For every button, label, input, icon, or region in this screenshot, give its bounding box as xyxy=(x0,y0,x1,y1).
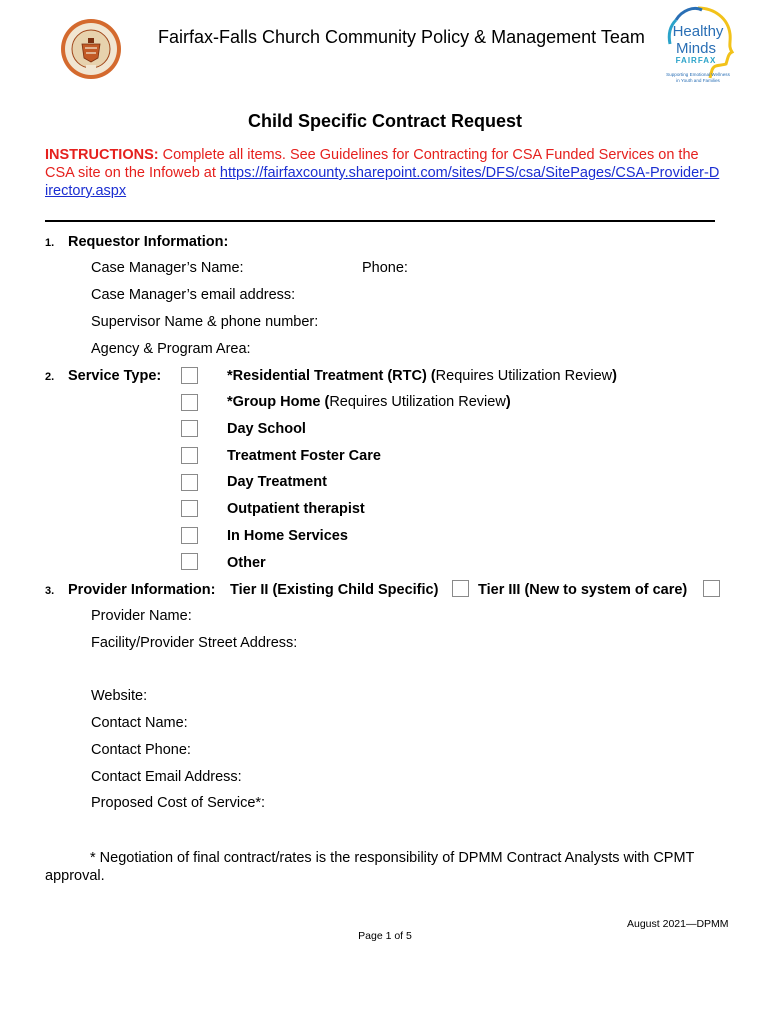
section-1-heading: Requestor Information: xyxy=(68,234,229,250)
option-treatment-foster-care: Treatment Foster Care xyxy=(227,448,381,464)
option-residential-treatment: *Residential Treatment (RTC) (Requires Utilization Review) xyxy=(227,368,618,384)
tier-3-label: Tier III (New to system of care) xyxy=(478,582,688,598)
provider-directory-link[interactable]: https://fairfaxcounty.sharepoint.com/sites/DFS/csa/SitePages/CSA-Provider-Directory.aspx xyxy=(45,165,720,199)
option-day-school: Day School xyxy=(227,421,306,437)
logo-word-minds: Minds xyxy=(675,40,717,57)
section-2-heading: Service Type: xyxy=(68,368,162,384)
checkbox-tier-3[interactable] xyxy=(703,580,720,597)
checkbox-day-treatment[interactable] xyxy=(181,474,198,491)
case-manager-name-label: Case Manager’s Name: xyxy=(91,260,244,276)
logo-word-fairfax: FAIRFAX xyxy=(675,56,717,65)
section-2-number: 2. xyxy=(45,371,55,383)
instructions-paragraph xyxy=(45,146,720,200)
tier-2-label: Tier II (Existing Child Specific) xyxy=(230,582,439,598)
logo-tagline-2: in Youth and Families xyxy=(676,78,720,83)
checkbox-in-home-services[interactable] xyxy=(181,527,198,544)
logo-tagline-1: Supporting Emotional Wellness xyxy=(666,72,730,77)
phone-label: Phone: xyxy=(362,260,408,276)
option-other: Other xyxy=(227,555,266,571)
section-3-number: 3. xyxy=(45,585,55,597)
option-in-home-services: In Home Services xyxy=(227,528,348,544)
contact-phone-label: Contact Phone: xyxy=(91,742,191,758)
option-outpatient-therapist: Outpatient therapist xyxy=(227,501,365,517)
logo-word-healthy: Healthy xyxy=(672,23,724,40)
option-day-treatment: Day Treatment xyxy=(227,474,327,490)
instructions-text: Complete all items. See Guidelines for Contracting for CSA Funded Services on the CSA site on the Infoweb at xyxy=(45,147,699,181)
supervisor-label: Supervisor Name & phone number: xyxy=(91,314,319,330)
agency-program-label: Agency & Program Area: xyxy=(91,341,251,357)
county-seal-logo xyxy=(60,18,122,80)
checkbox-tier-2[interactable] xyxy=(452,580,469,597)
contact-email-label: Contact Email Address: xyxy=(91,769,242,785)
header-title: Fairfax-Falls Church Community Policy & Management Team xyxy=(158,27,645,47)
option-group-home: *Group Home (Requires Utilization Review) xyxy=(227,394,511,410)
instructions-lead: INSTRUCTIONS: xyxy=(45,147,159,163)
section-divider xyxy=(45,220,715,222)
checkbox-day-school[interactable] xyxy=(181,420,198,437)
proposed-cost-label: Proposed Cost of Service*: xyxy=(91,795,266,811)
negotiation-footnote: * Negotiation of final contract/rates is the responsibility of DPMM Contract Analysts with CPMT approval. xyxy=(45,850,695,884)
page-number: Page 1 of 5 xyxy=(358,930,412,942)
revision-date: August 2021—DPMM xyxy=(627,918,729,930)
case-manager-email-label: Case Manager’s email address: xyxy=(91,287,296,303)
provider-name-label: Provider Name: xyxy=(91,608,192,624)
checkbox-outpatient-therapist[interactable] xyxy=(181,500,198,517)
website-label: Website: xyxy=(91,688,148,704)
document-title: Child Specific Contract Request xyxy=(247,111,523,131)
checkbox-other[interactable] xyxy=(181,553,198,570)
checkbox-residential-treatment[interactable] xyxy=(181,367,198,384)
checkbox-group-home[interactable] xyxy=(181,394,198,411)
provider-address-label: Facility/Provider Street Address: xyxy=(91,635,298,651)
section-3-heading: Provider Information: xyxy=(68,582,216,598)
section-1-number: 1. xyxy=(45,237,55,249)
healthy-minds-logo xyxy=(658,4,736,86)
checkbox-treatment-foster-care[interactable] xyxy=(181,447,198,464)
contact-name-label: Contact Name: xyxy=(91,715,188,731)
